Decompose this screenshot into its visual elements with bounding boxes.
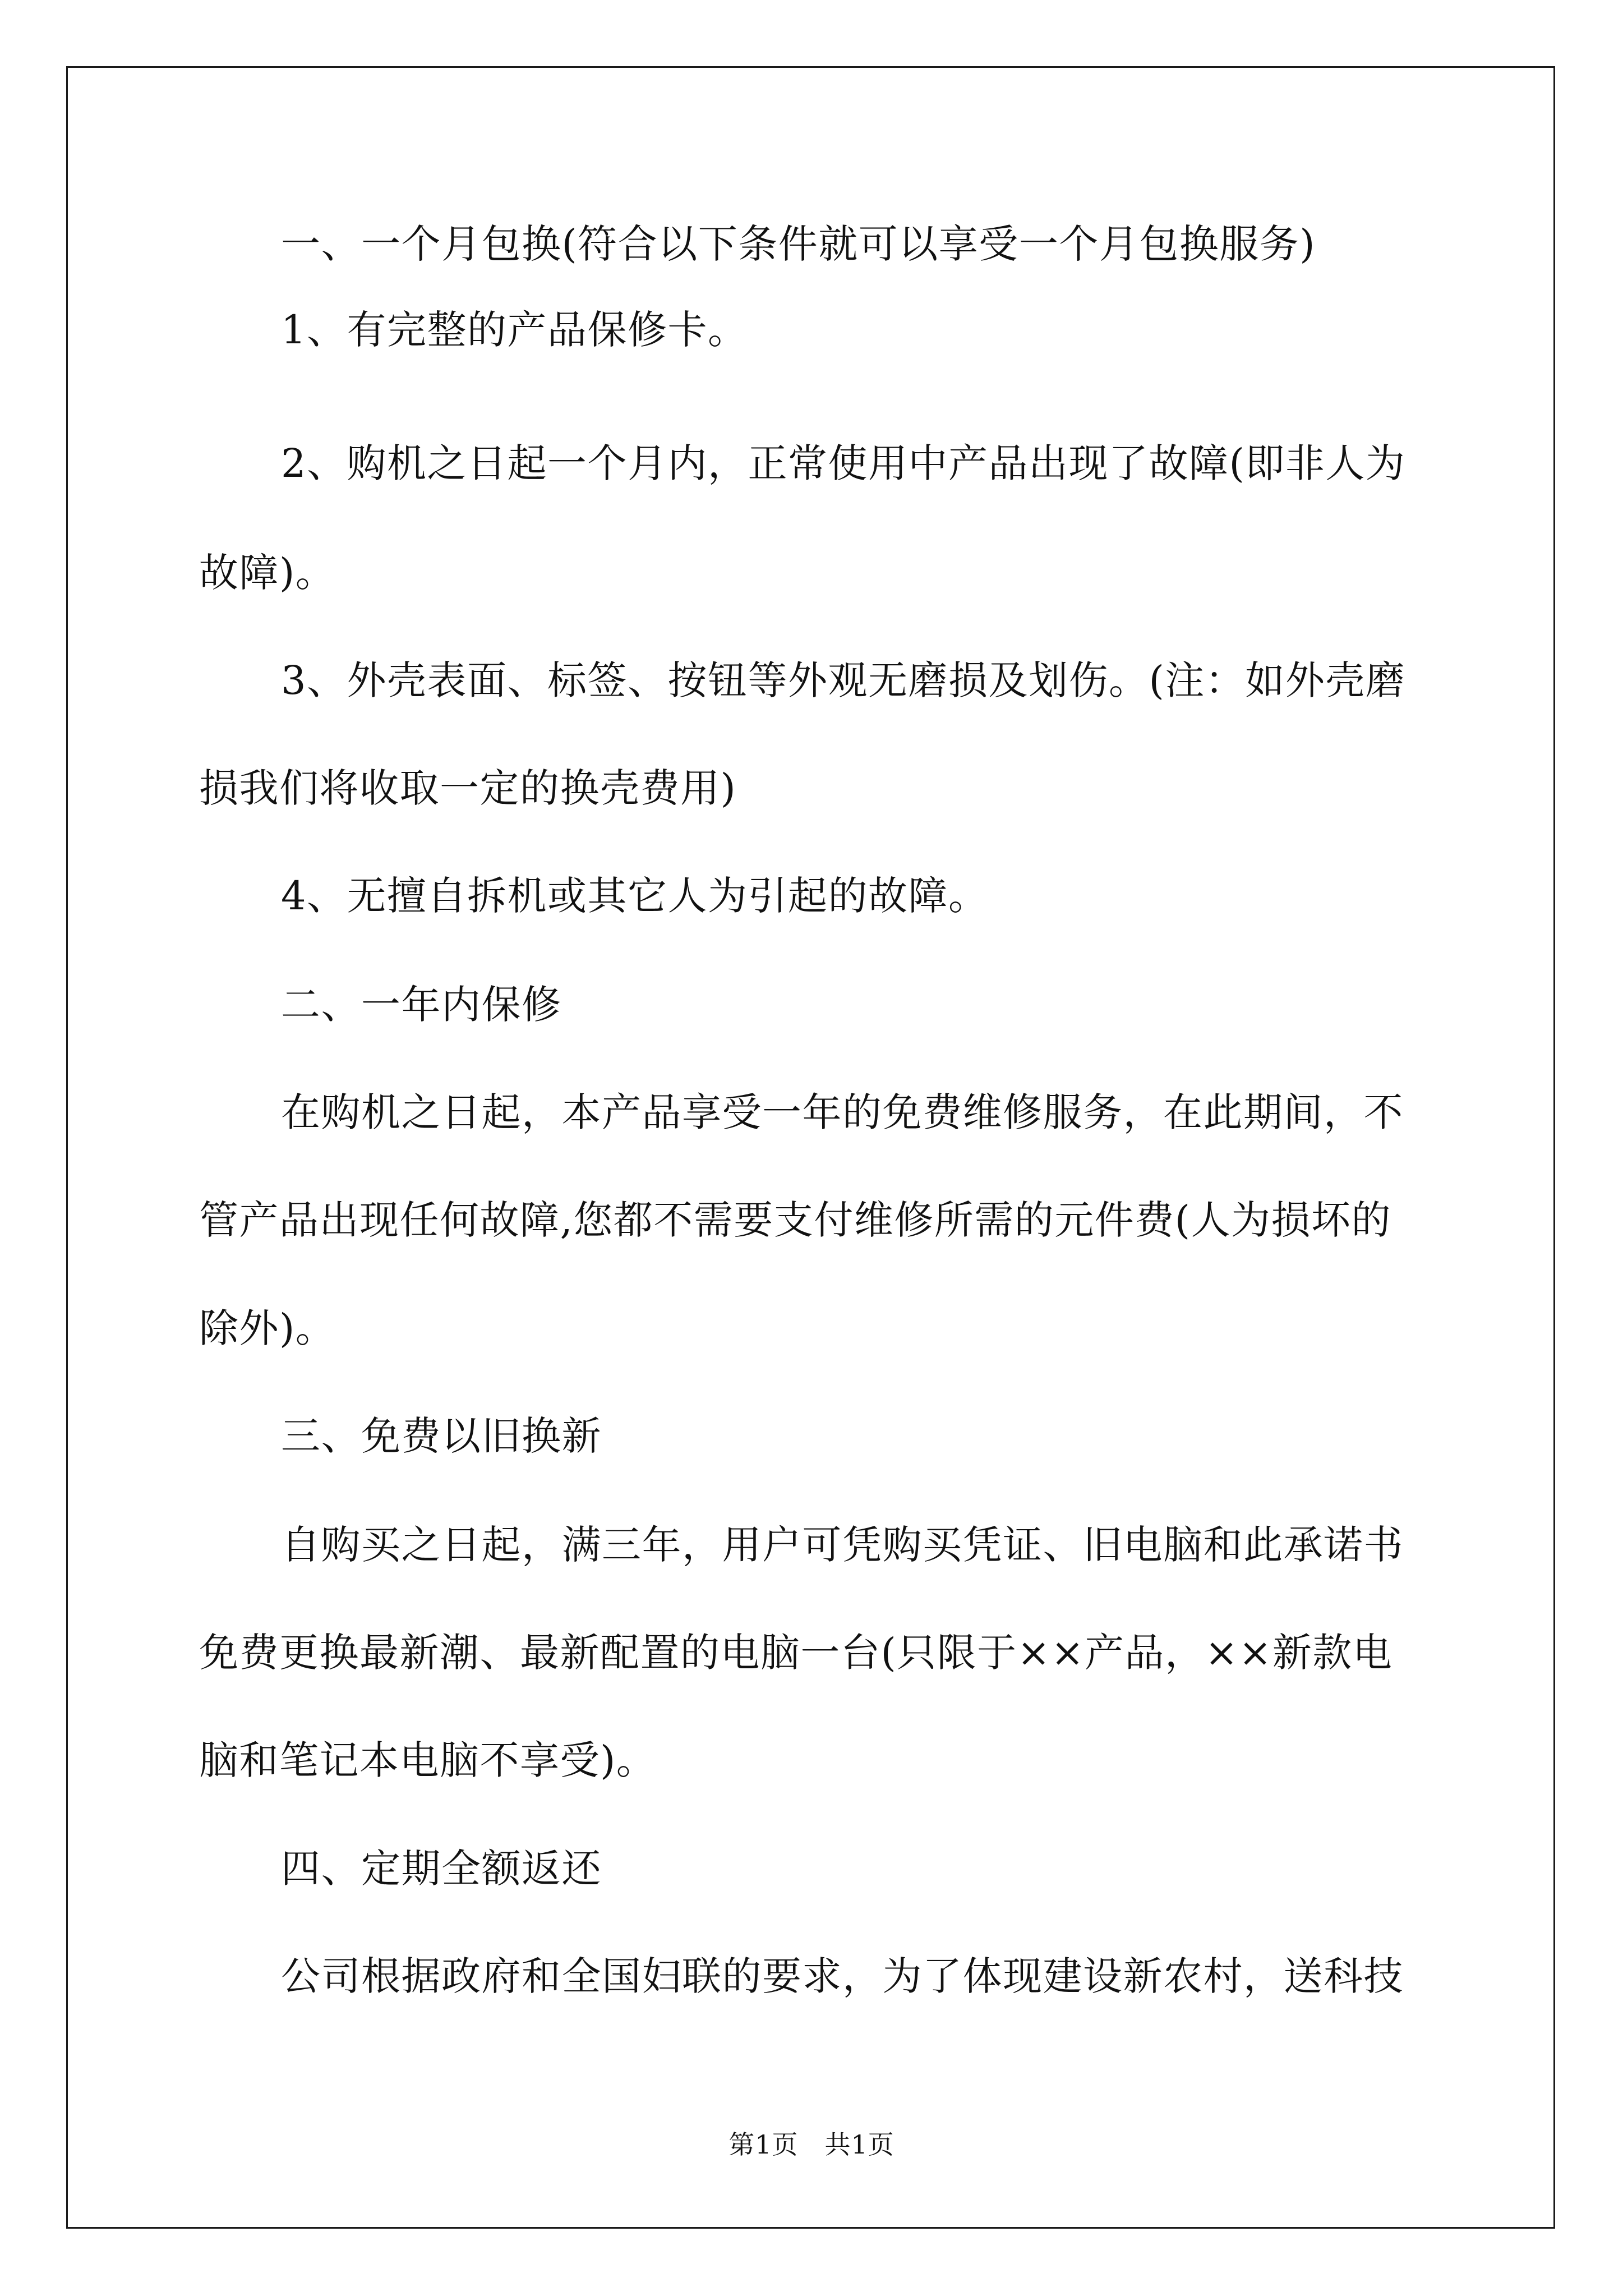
condition-2-line-2: 故障)。 xyxy=(199,550,336,596)
section-heading-one-year-warranty: 二、一年内保修 xyxy=(281,982,562,1028)
page-number-footer: 第1页 共1页 xyxy=(728,2129,895,2160)
section-heading-full-refund: 四、定期全额返还 xyxy=(281,1846,602,1892)
page-border xyxy=(66,66,1555,2229)
condition-3-line-1: 3、外壳表面、标签、按钮等外观无磨损及划伤。(注：如外壳磨 xyxy=(281,657,1406,703)
trade-in-paragraph-line-3: 脑和笔记本电脑不享受)。 xyxy=(199,1737,657,1783)
condition-1: 1、有完整的产品保修卡。 xyxy=(281,307,748,353)
warranty-paragraph-line-2: 管产品出现任何故障,您都不需要支付维修所需的元件费(人为损坏的 xyxy=(199,1197,1392,1243)
warranty-paragraph-line-3: 除外)。 xyxy=(199,1305,336,1351)
refund-paragraph-line-1: 公司根据政府和全国妇联的要求，为了体现建设新农村，送科技 xyxy=(281,1953,1404,1999)
condition-4: 4、无擅自拆机或其它人为引起的故障。 xyxy=(281,873,989,919)
section-heading-one-month-exchange: 一、一个月包换(符合以下条件就可以享受一个月包换服务) xyxy=(281,221,1316,267)
section-heading-trade-in: 三、免费以旧换新 xyxy=(281,1413,602,1459)
condition-2-line-1: 2、购机之日起一个月内，正常使用中产品出现了故障(即非人为 xyxy=(281,440,1406,486)
trade-in-paragraph-line-1: 自购买之日起，满三年，用户可凭购买凭证、旧电脑和此承诺书 xyxy=(281,1522,1404,1568)
warranty-paragraph-line-1: 在购机之日起，本产品享受一年的免费维修服务，在此期间，不 xyxy=(281,1089,1404,1135)
trade-in-paragraph-line-2: 免费更换最新潮、最新配置的电脑一台(只限于××产品，××新款电 xyxy=(199,1630,1393,1676)
condition-3-line-2: 损我们将收取一定的换壳费用) xyxy=(199,765,737,811)
